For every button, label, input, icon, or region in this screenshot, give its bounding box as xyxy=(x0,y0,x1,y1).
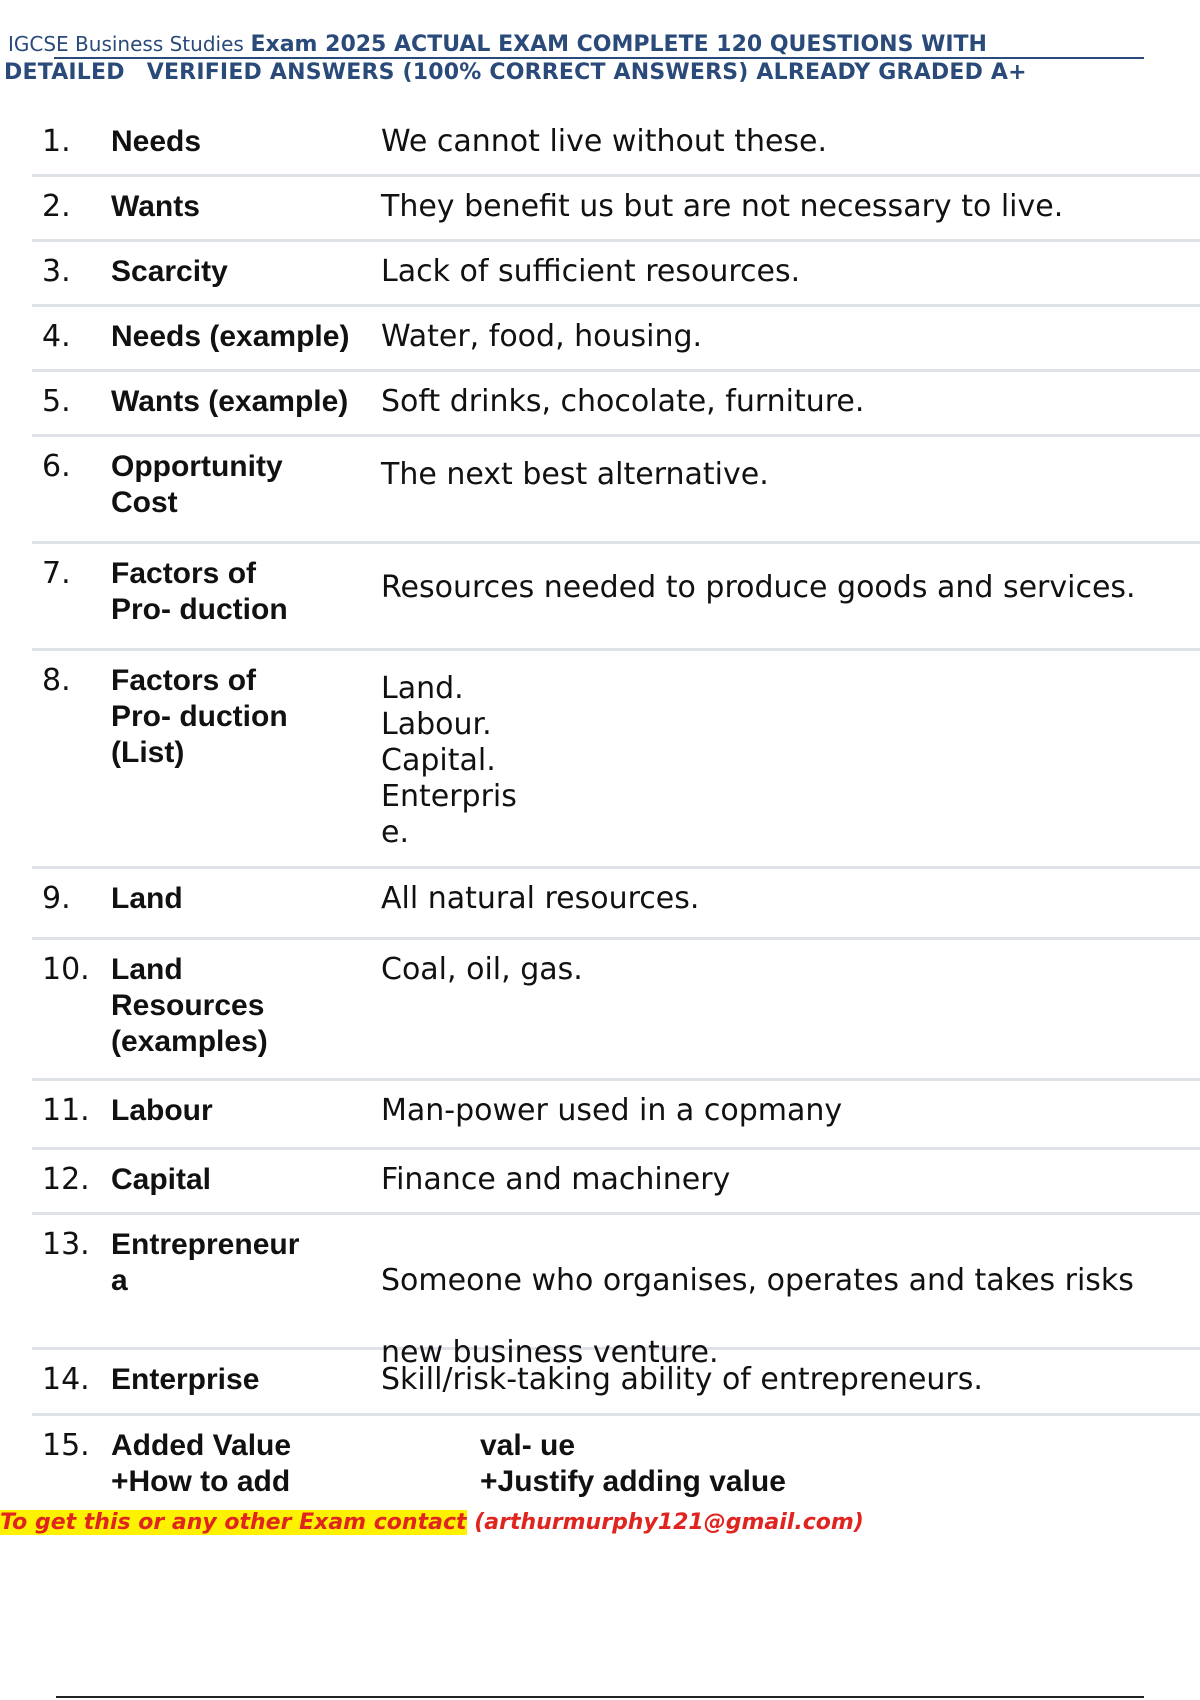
item-number: 2. xyxy=(42,189,71,224)
item-term: Land Resources (examples) xyxy=(111,953,268,1058)
item-definition: Man-power used in a copmany xyxy=(381,1093,843,1128)
item-definition: Soft drinks, chocolate, furniture. xyxy=(381,384,865,419)
item-definition: Skill/risk-taking ability of entrepreneurs. xyxy=(381,1362,983,1397)
header-exam-title: Exam 2025 ACTUAL EXAM COMPLETE 120 QUESTIONS WITH xyxy=(250,32,987,57)
list-item xyxy=(32,1150,1200,1215)
list-item xyxy=(32,1350,1200,1416)
list-item xyxy=(32,112,1200,177)
item-definition-line-1: Someone who organises, operates and takes risks xyxy=(381,1263,1134,1298)
header-detailed: DETAILED xyxy=(4,60,125,85)
item-term: Factors of Pro- duction (List) xyxy=(111,664,288,769)
item-definition: The next best alternative. xyxy=(381,457,769,492)
list-item xyxy=(32,940,1200,1081)
list-item xyxy=(32,1215,1200,1370)
list-item xyxy=(32,242,1200,307)
item-number: 15. xyxy=(42,1428,90,1463)
item-number: 3. xyxy=(42,254,71,289)
header-line-1 xyxy=(4,30,1164,59)
item-term: Enterprise xyxy=(111,1363,260,1396)
header-underline xyxy=(54,57,1144,59)
item-number: 11. xyxy=(42,1093,90,1128)
list-item xyxy=(32,372,1200,437)
item-term: Entrepreneur a xyxy=(111,1228,300,1297)
item-definition: Resources needed to produce goods and services. xyxy=(381,570,1136,605)
contact-line xyxy=(0,1508,864,1538)
list-item xyxy=(32,177,1200,242)
header-line-2 xyxy=(4,59,1164,87)
qa-list xyxy=(32,112,1200,1506)
contact-highlighted-text: To get this or any other Exam contact xyxy=(0,1510,467,1535)
document-header xyxy=(4,30,1164,87)
item-term: Added Value +How to add xyxy=(111,1429,292,1498)
item-number: 1. xyxy=(42,124,71,159)
item-number: 9. xyxy=(42,881,71,916)
item-term: Land xyxy=(111,882,183,915)
list-item xyxy=(32,1416,1200,1506)
list-item xyxy=(32,307,1200,372)
item-number: 4. xyxy=(42,319,71,354)
item-term: Opportunity Cost xyxy=(111,450,283,519)
item-term: Needs xyxy=(111,125,202,158)
footer-divider xyxy=(56,1696,1144,1698)
item-definition-line-2: new business venture. xyxy=(381,1335,719,1370)
item-number: 12. xyxy=(42,1162,90,1197)
item-definition: Coal, oil, gas. xyxy=(381,952,583,987)
list-item xyxy=(32,651,1200,869)
contact-email-link[interactable]: (arthurmurphy121@gmail.com) xyxy=(474,1510,864,1535)
item-term: Labour xyxy=(111,1094,213,1127)
item-definition: val- ue +Justify adding value xyxy=(480,1429,786,1498)
item-definition: Water, food, housing. xyxy=(381,319,703,354)
item-number: 14. xyxy=(42,1362,90,1397)
item-number: 5. xyxy=(42,384,71,419)
item-term: Wants (example) xyxy=(111,385,349,418)
item-term: Factors of Pro- duction xyxy=(111,557,288,626)
item-definition: All natural resources. xyxy=(381,881,700,916)
item-term: Scarcity xyxy=(111,255,228,288)
item-number: 13. xyxy=(42,1227,90,1262)
item-term: Capital xyxy=(111,1163,212,1196)
item-definition: Lack of sufficient resources. xyxy=(381,254,801,289)
item-definition: Finance and machinery xyxy=(381,1162,731,1197)
item-definition: Land. Labour. Capital. Enterpris e. xyxy=(381,671,517,850)
item-definition: They benefit us but are not necessary to live. xyxy=(381,189,1064,224)
item-term: Needs (example) xyxy=(111,320,350,353)
header-subject: IGCSE Business Studies xyxy=(8,32,244,56)
item-number: 8. xyxy=(42,663,71,698)
item-number: 6. xyxy=(42,449,71,484)
item-term: Wants xyxy=(111,190,200,223)
list-item xyxy=(32,544,1200,651)
list-item xyxy=(32,869,1200,940)
item-definition: We cannot live without these. xyxy=(381,124,828,159)
list-item xyxy=(32,437,1200,544)
list-item xyxy=(32,1081,1200,1150)
item-number: 10. xyxy=(42,952,90,987)
item-number: 7. xyxy=(42,556,71,591)
header-verified: VERIFIED ANSWERS (100% CORRECT ANSWERS) ALREADY GRADED A+ xyxy=(146,60,1027,85)
